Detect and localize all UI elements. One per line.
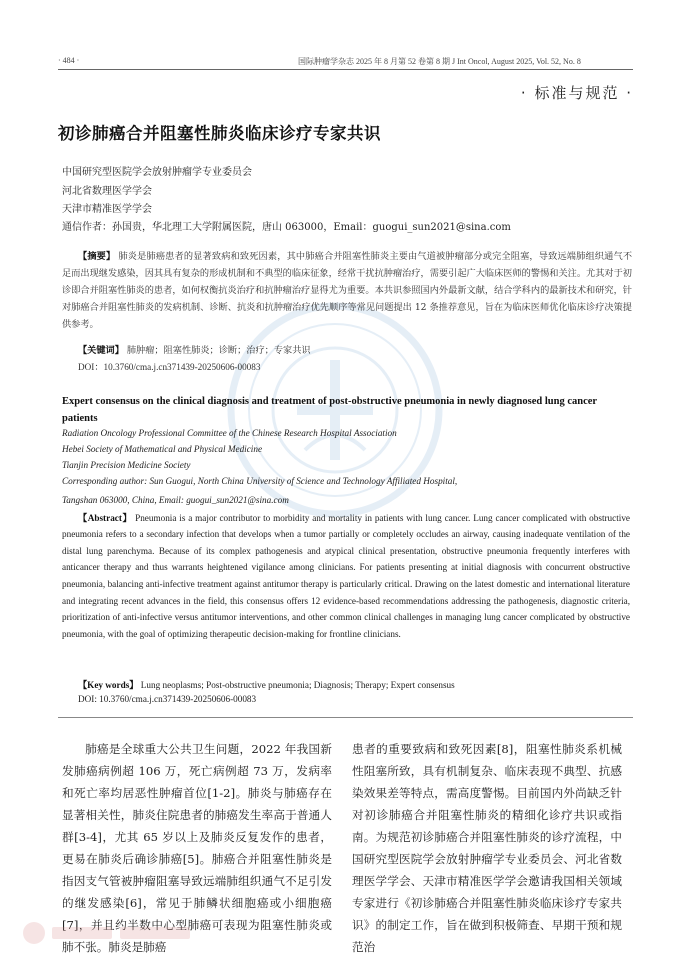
english-affiliation-3: Tianjin Precision Medicine Society bbox=[62, 460, 191, 470]
affiliation-1: 中国研究型医院学会放射肿瘤学专业委员会 bbox=[62, 167, 252, 178]
english-corresponding-1: Corresponding author: Sun Guogui, North China University of Science and Technology Affiliated Hospital, bbox=[62, 476, 458, 486]
english-title: Expert consensus on the clinical diagnosis and treatment of post-obstructive pneumonia in newly diagnosed lung cancer patients bbox=[62, 396, 597, 424]
body-column-left: 肺癌是全球重大公共卫生问题，2022 年我国新发肺癌病例超 106 万，死亡病例超 73 万，发病率和死亡率均居恶性肿瘤首位[1-2]。肺炎与肺癌存在显著相关性，肺炎住院患者的肺癌发生率高于普通人群[3-4]，尤其 65 岁以上及肺炎反复发作的患者，更易在肺炎后确诊肺癌[5]。肺癌合并阻塞性肺炎是指因支气管被肿瘤阻塞导致远端肺组织通气不足引发的继发感染[6]，常见于肺鳞状细胞癌或小细胞癌[7]，并且约半数中心型肺癌可表现为阻塞性肺炎或肺不张。肺炎是肺癌 bbox=[62, 742, 332, 954]
doi-cn: DOI：10.3760/cma.j.cn371439-20250606-00083 bbox=[78, 362, 261, 372]
english-keywords-text: Lung neoplasms; Post-obstructive pneumonia; Diagnosis; Therapy; Expert consensus bbox=[140, 680, 455, 690]
publisher-logo-icon bbox=[20, 918, 200, 948]
affiliation-3: 天津市精准医学学会 bbox=[62, 204, 152, 215]
english-keywords bbox=[78, 677, 455, 691]
keywords-cn bbox=[62, 342, 632, 359]
keywords-cn-text: 肺肿瘤；阻塞性肺炎；诊断；治疗；专家共识 bbox=[126, 345, 311, 356]
english-affiliation-1: Radiation Oncology Professional Committee of the Chinese Research Hospital Association bbox=[62, 428, 397, 438]
section-label: · 标准与规范 · bbox=[520, 84, 633, 102]
abstract-cn-label: 【摘要】 bbox=[78, 251, 116, 262]
abstract-cn-text: 肺炎是肺癌患者的显著致病和致死因素，其中肺癌合并阻塞性肺炎主要由气道被肿瘤部分或完全阻塞，导致远端肺组织通气不足而出现继发感染，因其具有复杂的形成机制和不典型的临床征象，经常干扰抗肿瘤治疗，需要引起广大临床医师的警惕和关注。尤其对于初诊即合并阻塞性肺炎的患者，如何权衡抗炎治疗和抗肿瘤治疗显得尤为重要。本共识参照国内外最新文献，结合学科内的最新技术和研究，针对肺癌合并阻塞性肺炎的发病机制、诊断、抗炎和抗肿瘤治疗优先顺序等常见问题提出 12 条推荐意见，旨在为临床医师优化临床诊疗决策提供参考。 bbox=[62, 251, 633, 330]
english-corresponding-2: Tangshan 063000, China, Email: guogui_sun2021@sina.com bbox=[62, 495, 289, 505]
english-affiliation-2: Hebei Society of Mathematical and Physical Medicine bbox=[62, 444, 263, 454]
keywords-cn-label: 【关键词】 bbox=[78, 345, 124, 356]
affiliation-2: 河北省数理医学学会 bbox=[62, 186, 152, 197]
english-abstract-text: Pneumonia is a major contributor to morbidity and mortality in patients with lung cancer. Lung cancer complicated with obstructive pneumonia refers to a secondary infection that develops when a tumor partially or completely occludes an airway, causing inadequate ventilation of the distal lung parenchyma. Because of its complex pathogenesis and atypical clinical presentation, obstructive pneumonia frequently interferes with anticancer therapy and thus warrants heightened vigilance among clinicians. For patients presenting at initial diagnosis with concurrent obstructive pneumonia, balancing anti-infective treatment against antitumor therapy is particularly critical. Drawing on the latest domestic and international literature and integrating recent advances in the field, this consensus offers 12 evidence-based recommendations addressing the pathogenesis, diagnostic criteria, prioritization of anti-infective versus antitumor interventions, and other common clinical challenges in managing lung cancer complicated by obstructive pneumonia, with the goal of optimizing therapeutic decision-making for frontline clinicians. bbox=[62, 512, 631, 639]
english-doi: DOI: 10.3760/cma.j.cn371439-20250606-00083 bbox=[78, 694, 257, 704]
english-abstract bbox=[62, 492, 630, 642]
journal-header: 国际肿瘤学杂志 2025 年 8 月第 52 卷第 8 期 J Int Oncol, August 2025, Vol. 52, No. 8 bbox=[298, 57, 581, 66]
section-divider bbox=[58, 717, 633, 718]
english-abstract-label: 【Abstract】 bbox=[78, 512, 133, 523]
body-column-right: 患者的重要致病和致死因素[8]，阻塞性肺炎系机械性阻塞所致，具有机制复杂、临床表现不典型、抗感染效果差等特点，需高度警惕。目前国内外尚缺乏针对初诊肺癌合并阻塞性肺炎的精细化诊疗共识或指南。为规范初诊肺癌合并阻塞性肺炎的诊疗流程，中国研究型医院学会放射肿瘤学专业委员会、河北省数理医学学会、天津市精准医学学会邀请我国相关领域专家进行《初诊肺癌合并阻塞性肺炎临床诊疗专家共识》的制定工作，旨在做到积极筛查、早期干预和规范治 bbox=[352, 742, 622, 954]
abstract-cn bbox=[62, 248, 632, 333]
page-number: · 484 · bbox=[58, 56, 80, 65]
corresponding-author: 通信作者：孙国贵，华北理工大学附属医院，唐山 063000，Email：guogui_sun2021@sina.com bbox=[62, 222, 511, 233]
english-keywords-label: 【Key words】 bbox=[78, 680, 139, 690]
header-rule bbox=[58, 69, 633, 70]
article-title: 初诊肺癌合并阻塞性肺炎临床诊疗专家共识 bbox=[58, 124, 381, 143]
